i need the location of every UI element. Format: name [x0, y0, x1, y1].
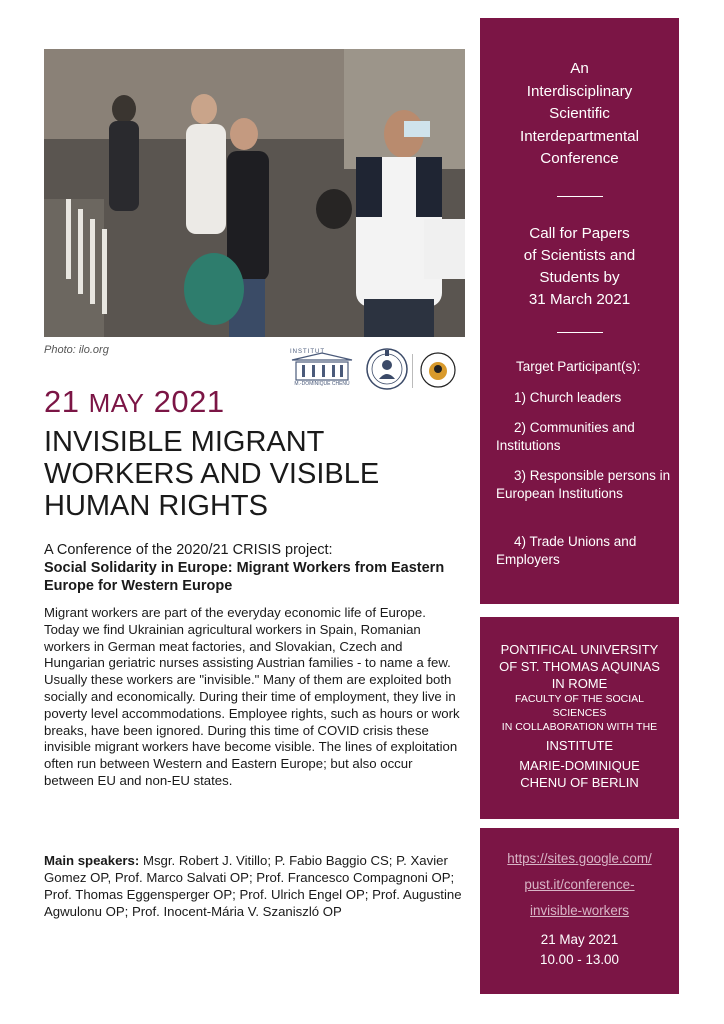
organizer-line: MARIE-DOMINIQUE [519, 758, 640, 773]
institute-logo-top-text: INSTITUT [290, 349, 325, 355]
pontifical-university-seal-icon [365, 347, 409, 391]
link-line[interactable]: invisible-workers [530, 903, 629, 918]
organizer-line: SCIENCES [552, 707, 607, 719]
intro-line: Interdepartmental [519, 127, 640, 145]
organizers-panel [480, 617, 679, 819]
organizer-line: PONTIFICAL UNIVERSITY [500, 642, 659, 657]
target-item: 1) Church leaders [514, 390, 622, 405]
event-when [480, 930, 679, 970]
conference-type [480, 58, 679, 171]
organizer-line: INSTITUTE [545, 738, 614, 753]
migrant-workers-photo-icon [44, 49, 465, 337]
organizer-line: IN COLLABORATION WITH THE [501, 721, 658, 733]
target-participants-title: Target Participant(s): [516, 359, 641, 374]
organizer-line: OF ST. THOMAS AQUINAS [499, 659, 660, 674]
sidebar-panel [480, 18, 679, 604]
divider [557, 196, 603, 197]
pontifical-seal-logo [365, 347, 409, 391]
intro-line: Scientific [549, 105, 610, 122]
san-domenico-logo-icon [419, 351, 457, 389]
event-date-title [44, 384, 225, 420]
page-title: INVISIBLE MIGRANT WORKERS AND VISIBLE HUMAN RIGHTS [44, 426, 380, 522]
organizer-line: FACULTY OF THE SOCIAL [515, 693, 644, 705]
event-info-panel [480, 828, 679, 994]
link-line[interactable]: https://sites.google.com/ [507, 851, 652, 866]
intro-line: Interdisciplinary [526, 82, 633, 100]
conference-photo [44, 49, 465, 337]
intro-line: An [570, 60, 589, 77]
event-time: 10.00 - 13.00 [540, 952, 619, 967]
intro-line: Conference [540, 150, 619, 167]
photo-credit: Photo: ilo.org [44, 344, 109, 356]
san-domenico-logo [419, 351, 457, 389]
cfp-deadline: 31 March 2021 [528, 291, 631, 308]
logo-divider [412, 354, 413, 388]
cfp-line: of Scientists and [523, 247, 636, 264]
description-paragraph: Migrant workers are part of the everyday economic life of Europe. Today we find Ukrainian agricultural workers in Spain, Romanian workers in German meat factories, and Slovakian, Czech and Hungarian geriatric nurses assisting Austrian families - to name a few. Usually these workers are "invisible." Many of them are exploited both socially and economically. During their time of employment, they live in poverty level accommodations. Employee rights, such as hours or work breaks, have been ignored. During this time of COVID crisis these invisible migrant workers have become visible. The lines of exploitation often run between Western and Eastern Europe; but also occur between EU and non-EU states. [44, 605, 460, 788]
date-month: MAY [88, 388, 145, 418]
event-date: 21 May 2021 [540, 932, 619, 947]
target-item: 3) Responsible persons in European Institutions [496, 468, 671, 501]
subtitle-project: Social Solidarity in Europe: Migrant Workers from Eastern Europe for Western Europe [44, 560, 445, 594]
organizer-line: IN ROME [551, 676, 608, 691]
speakers-list: Msgr. Robert J. Vitillo; P. Fabio Baggio CS; P. Xavier Gomez OP, Prof. Marco Salvati OP; Prof. Francesco Compagnoni OP; Prof. Thomas Eggensperger OP; Prof. Ulrich Engel OP; Prof. Augustine Agwulonu OP; Prof. Inocent-Mária V. Szaniszló OP [44, 853, 462, 919]
organizer-line: CHENU OF BERLIN [520, 775, 639, 790]
main-speakers [44, 852, 464, 920]
cfp-line: Call for Papers [529, 225, 630, 242]
conference-subtitle [44, 541, 464, 595]
target-item: 2) Communities and Institutions [496, 420, 635, 453]
organizers [480, 641, 679, 791]
date-year: 2021 [153, 384, 225, 419]
cfp-line: Students by [539, 269, 620, 286]
subtitle-line: A Conference of the 2020/21 CRISIS project: [44, 542, 333, 558]
conference-link[interactable] [480, 846, 679, 924]
speakers-label: Main speakers: [44, 853, 140, 868]
call-for-papers [480, 223, 679, 311]
date-day: 21 [44, 384, 80, 419]
target-item: 4) Trade Unions and Employers [496, 534, 637, 567]
institute-logo-bottom-text: M.-DOMINIQUE CHENU [294, 381, 350, 387]
link-line[interactable]: pust.it/conference- [524, 877, 635, 892]
divider [557, 332, 603, 333]
